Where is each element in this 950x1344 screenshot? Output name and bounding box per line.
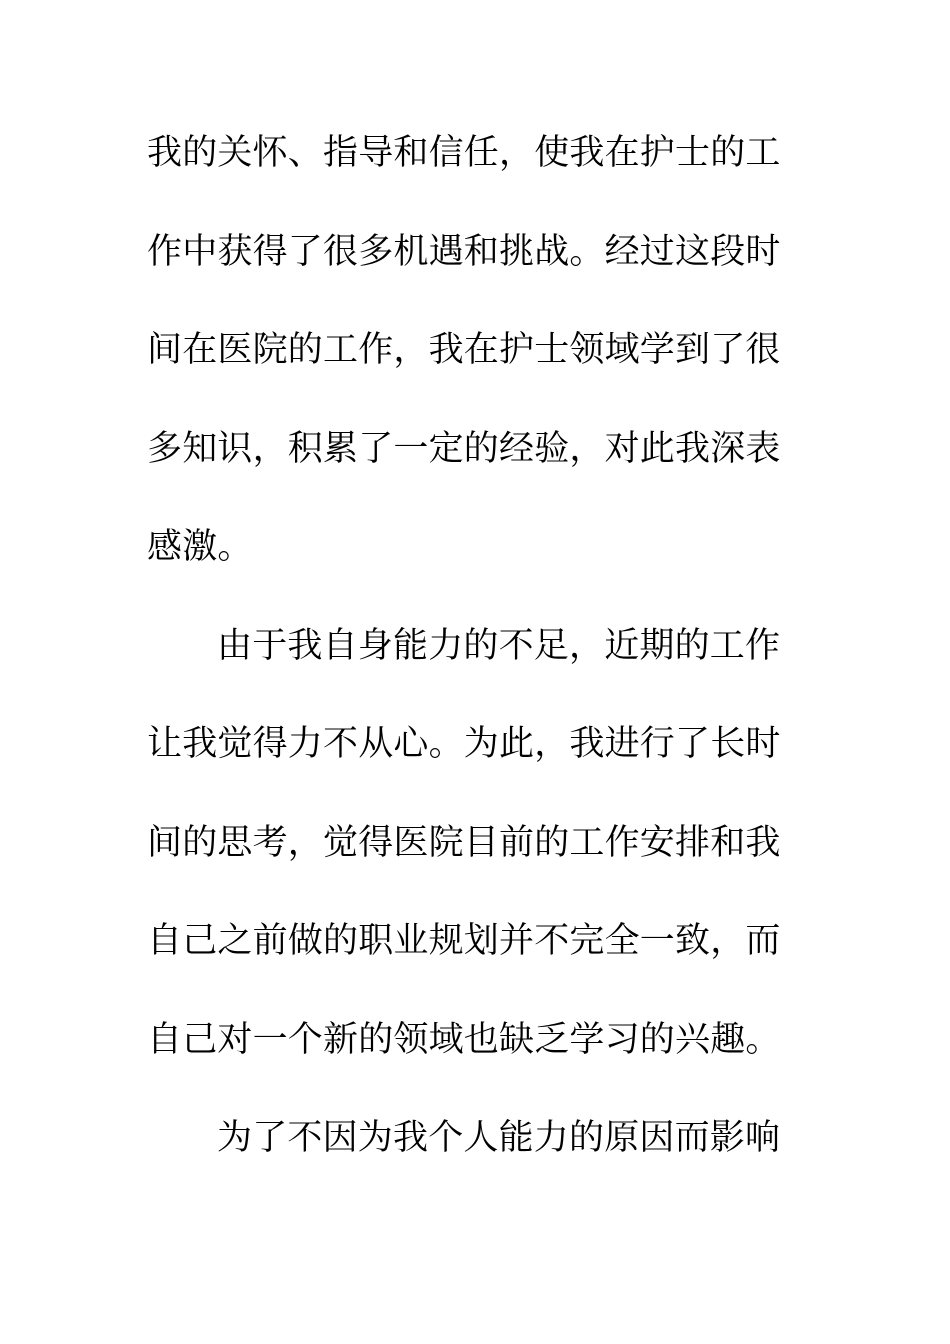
- text-line: 我的关怀、指导和信任，使我在护士的工: [147, 133, 781, 173]
- text-line: 间的思考，觉得医院目前的工作安排和我: [147, 822, 781, 863]
- text-line: 多知识，积累了一定的经验，对此我深表: [147, 428, 781, 469]
- text-line: 让我觉得力不从心。为此，我进行了长时: [147, 724, 781, 764]
- text-line: 自己对一个新的领域也缺乏学习的兴趣。: [147, 1019, 781, 1060]
- paragraph-start-line: 由于我自身能力的不足，近期的工作: [217, 625, 781, 666]
- text-line: 自己之前做的职业规划并不完全一致，而: [147, 921, 781, 961]
- text-line: 作中获得了很多机遇和挑战。经过这段时: [147, 231, 781, 272]
- document-body: [147, 128, 787, 1212]
- paragraph-start-line: 为了不因为我个人能力的原因而影响: [217, 1118, 781, 1158]
- text-line: 感激。: [147, 527, 253, 567]
- text-line: 间在医院的工作，我在护士领域学到了很: [147, 330, 781, 370]
